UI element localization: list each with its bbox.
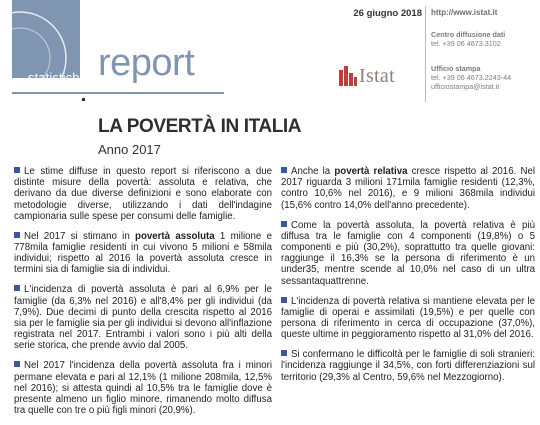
logo-word-statistiche: statistiche [28,70,87,85]
left-column [14,166,272,425]
square-bullet-icon [281,297,287,303]
header-vertical-rule [425,6,426,102]
summary-paragraph: Si confermano le difficoltà per le famiglie di soli stranieri: l'incidenza raggiunge il 34,5%, con forti differenziazioni sul territorio (29,3% al Centro, 59,6% nel Mezzogiorno). [281,349,535,383]
right-column [281,166,535,392]
contact-phone: tel. +39 06 4673.2243-44 [431,73,512,82]
istat-logo-text: Istat [359,65,395,87]
square-bullet-icon [14,285,20,291]
contact-title: Ufficio stampa [431,64,481,73]
square-bullet-icon [281,167,287,173]
square-bullet-icon [14,167,20,173]
summary-paragraph: Anche la povertà relativa cresce rispetto al 2016. Nel 2017 riguarda 3 milioni 171mila famiglie residenti (12,3%, contro 10,6% nel 2016), e 9 milioni 368mila individui (15,6% contro 14,0% dell'anno precedente). [281,166,535,211]
square-bullet-icon [281,221,287,227]
summary-paragraph: Nel 2017 si stimano in povertà assoluta 1 milione e 778mila famiglie residenti in cui vivono 5 milioni e 58mila individui; rispetto al 2016 la povertà assoluta cresce in termini sia di famiglie sia di individui. [14,230,272,276]
square-bullet-icon [14,232,20,238]
summary-paragraph: L'incidenza di povertà relativa si mantiene elevata per le famiglie di operai e assimilati (19,5%) e per quelle con persona di riferimento in cerca di occupazione (37,0%), queste ultime in peggioramento rispetto al 31,0% del 2016. [281,295,535,341]
page-subtitle: Anno 2017 [98,142,161,157]
summary-paragraph: Come la povertà assoluta, la povertà relativa è più diffusa tra le famiglie con 4 componenti (19,8%) o 5 componenti e più (30,2%), soprattutto tra quelle giovani: raggiunge il 16,3% se la persona di riferimento è un under35, mentre scende al 10,0% nel caso di un ultra sessantaquattrenne. [281,219,535,287]
report-header [0,0,540,104]
istat-mark-icon [339,64,357,86]
istat-website-link[interactable]: http://www.istat.it [431,8,498,17]
contact-block-stampa [431,64,511,91]
logo-word-report: report [98,42,195,84]
istat-logo [339,64,425,88]
statistiche-logo-block [12,0,87,85]
square-bullet-icon [14,361,20,367]
summary-paragraph: L'incidenza di povertà assoluta è pari al 6,9% per le famiglie (da 6,3% nel 2016) e all'8,4% per gli individui (da 7,9%). Due decimi di punto della crescita rispetto al 2016 sia per le famiglie sia per gli individui si devono all'inflazione registrata nel 2017. Entrambi i valori sono i più alti della serie storica, che prende avvio dal 2005. [14,284,272,352]
contact-phone: tel. +39 06 4673.3102 [431,39,501,48]
contact-title: Centro diffusione dati [431,30,506,39]
summary-paragraph: Nel 2017 l'incidenza della povertà assoluta fra i minori permane elevata e pari al 12,1% (1 milione 208mila, 12,5% nel 2016); si attesta quindi al 10,5% tra le famiglie dove è presente almeno un figlio minore, rimanendo molto diffusa tra quelle con tre o più figli minori (20,9%). [14,360,272,417]
contact-block-diffusione [431,30,505,48]
summary-paragraph: Le stime diffuse in questo report si riferiscono a due distinte misure della povertà: assoluta e relativa, che derivano da due diverse definizioni e sono elaborate con metodologie diverse, utilizzando i dati dell'indagine campionaria sulle spese per consumi delle famiglie. [14,166,272,222]
square-bullet-icon [281,350,287,356]
header-rule [12,92,224,94]
page-title: LA POVERTÀ IN ITALIA [98,116,302,137]
header-dot [82,98,85,101]
publication-date: 26 giugno 2018 [353,8,422,19]
logo-circle-graphic-icon [12,0,80,78]
contact-email[interactable]: ufficiostampa@istat.it [431,82,500,91]
